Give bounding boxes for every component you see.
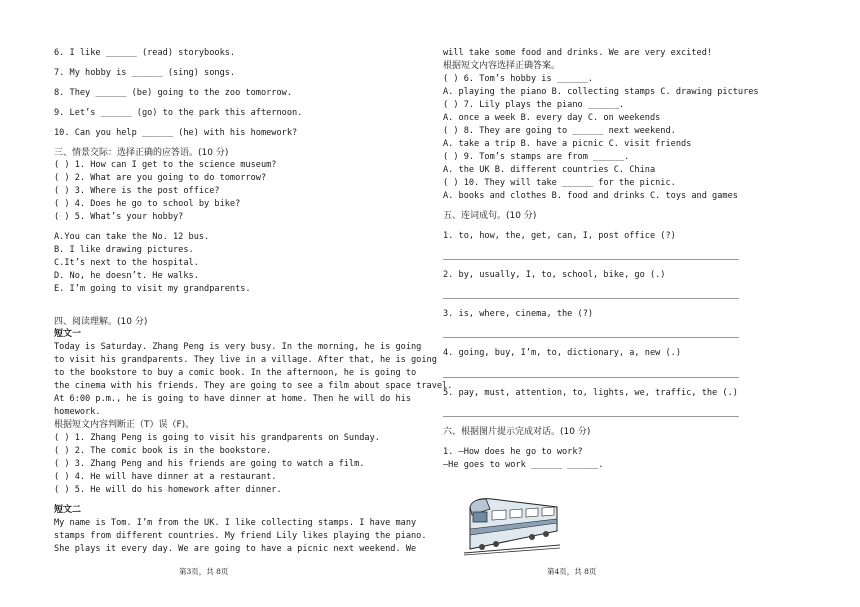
train-illustration-icon	[462, 485, 562, 557]
s3-question: ( ) 3. Where is the post office?	[54, 186, 220, 196]
tf-question: ( ) 4. He will have dinner at a restaurant.	[54, 472, 277, 482]
s3-question: ( ) 1. How can I get to the science museum?	[54, 160, 277, 170]
s3-answer: E. I’m going to visit my grandparents.	[54, 284, 251, 294]
section3-title: 三、情景交际：选择正确的应答语。(10 分)	[54, 148, 229, 158]
s3-question: ( ) 4. Does he go to school by bike?	[54, 199, 241, 209]
mc-line: A. playing the piano B. collecting stamps C. drawing pictures	[443, 87, 759, 97]
fill-item-6: 6. I like ______ (read) storybooks.	[54, 48, 236, 58]
mc-line: ( ) 8. They are going to ______ next weekend.	[443, 126, 676, 136]
fill-item-7: 7. My hobby is ______ (sing) songs.	[54, 68, 236, 78]
tf-question: ( ) 5. He will do his homework after dinner.	[54, 485, 282, 495]
passage2-line: stamps from different countries. My friend Lily likes playing the piano.	[54, 531, 427, 541]
s3-answer: D. No, he doesn’t. He walks.	[54, 271, 199, 281]
passage2-title: 短文二	[54, 505, 82, 515]
mc-line: ( ) 6. Tom’s hobby is ______.	[443, 74, 594, 84]
fill-item-10: 10. Can you help ______ (he) with his homework?	[54, 128, 298, 138]
passage1-line: the cinema with his friends. They are going to see a film about space travel.	[54, 381, 453, 391]
passage1-title: 短文一	[54, 329, 82, 339]
answer-line	[443, 298, 739, 299]
tf-question: ( ) 3. Zhang Peng and his friends are going to watch a film.	[54, 459, 365, 469]
dialog-answer: —He goes to work ______ ______.	[443, 460, 604, 470]
s5-item: 2. by, usually, I, to, school, bike, go (.)	[443, 270, 666, 280]
s5-item: 1. to, how, the, get, can, I, post office (?)	[443, 231, 676, 241]
fill-item-9: 9. Let’s ______ (go) to the park this afternoon.	[54, 108, 303, 118]
mc-line: ( ) 10. They will take ______ for the picnic.	[443, 178, 676, 188]
mc-line: A. the UK B. different countries C. China	[443, 165, 656, 175]
s3-question: ( ) 5. What’s your hobby?	[54, 212, 184, 222]
section5-title: 五、连词成句。(10 分)	[443, 211, 537, 221]
s5-item: 5. pay, must, attention, to, lights, we, traffic, the (.)	[443, 388, 738, 398]
passage1-instruction: 根据短文内容判断正（T）误（F)。	[54, 420, 195, 430]
passage2-continuation: will take some food and drinks. We are very excited!	[443, 48, 713, 58]
passage1-line: homework.	[54, 407, 101, 417]
s3-question: ( ) 2. What are you going to do tomorrow?	[54, 173, 267, 183]
dialog-question: 1. —How does he go to work?	[443, 447, 583, 457]
fill-item-8: 8. They ______ (be) going to the zoo tomorrow.	[54, 88, 292, 98]
page-footer-right: 第4页，共 8页	[547, 567, 597, 576]
answer-line	[443, 337, 739, 338]
answer-line	[443, 377, 739, 378]
passage2-line: She plays it every day. We are going to have a picnic next weekend. We	[54, 544, 417, 554]
section6-title: 六、根据图片提示完成对话。(10 分)	[443, 427, 591, 437]
s5-item: 3. is, where, cinema, the (?)	[443, 309, 594, 319]
passage2-instruction: 根据短文内容选择正确答案。	[443, 61, 561, 71]
mc-line: A. once a week B. every day C. on weekends	[443, 113, 661, 123]
answer-line	[443, 259, 739, 260]
passage1-line: to the bookstore to buy a comic book. In the afternoon, he is going to	[54, 368, 417, 378]
s5-item: 4. going, buy, I’m, to, dictionary, a, new (.)	[443, 348, 681, 358]
mc-line: A. books and clothes B. food and drinks C. toys and games	[443, 191, 738, 201]
passage2-line: My name is Tom. I’m from the UK. I like collecting stamps. I have many	[54, 518, 417, 528]
section4-title: 四、阅读理解。(10 分)	[54, 317, 148, 327]
passage1-line: At 6:00 p.m., he is going to have dinner at home. Then he will do his	[54, 394, 411, 404]
s3-answer: C.It’s next to the hospital.	[54, 258, 199, 268]
tf-question: ( ) 1. Zhang Peng is going to visit his grandparents on Sunday.	[54, 433, 380, 443]
passage1-line: Today is Saturday. Zhang Peng is very busy. In the morning, he is going	[54, 342, 422, 352]
passage1-line: to visit his grandparents. They live in a village. After that, he is going	[54, 355, 437, 365]
tf-question: ( ) 2. The comic book is in the bookstore.	[54, 446, 272, 456]
page-footer-left: 第3页，共 8页	[179, 567, 229, 576]
s3-answer: B. I like drawing pictures.	[54, 245, 194, 255]
mc-line: A. take a trip B. have a picnic C. visit friends	[443, 139, 692, 149]
mc-line: ( ) 9. Tom’s stamps are from ______.	[443, 152, 630, 162]
s3-answer: A.You can take the No. 12 bus.	[54, 232, 210, 242]
mc-line: ( ) 7. Lily plays the piano ______.	[443, 100, 625, 110]
answer-line	[443, 416, 739, 417]
